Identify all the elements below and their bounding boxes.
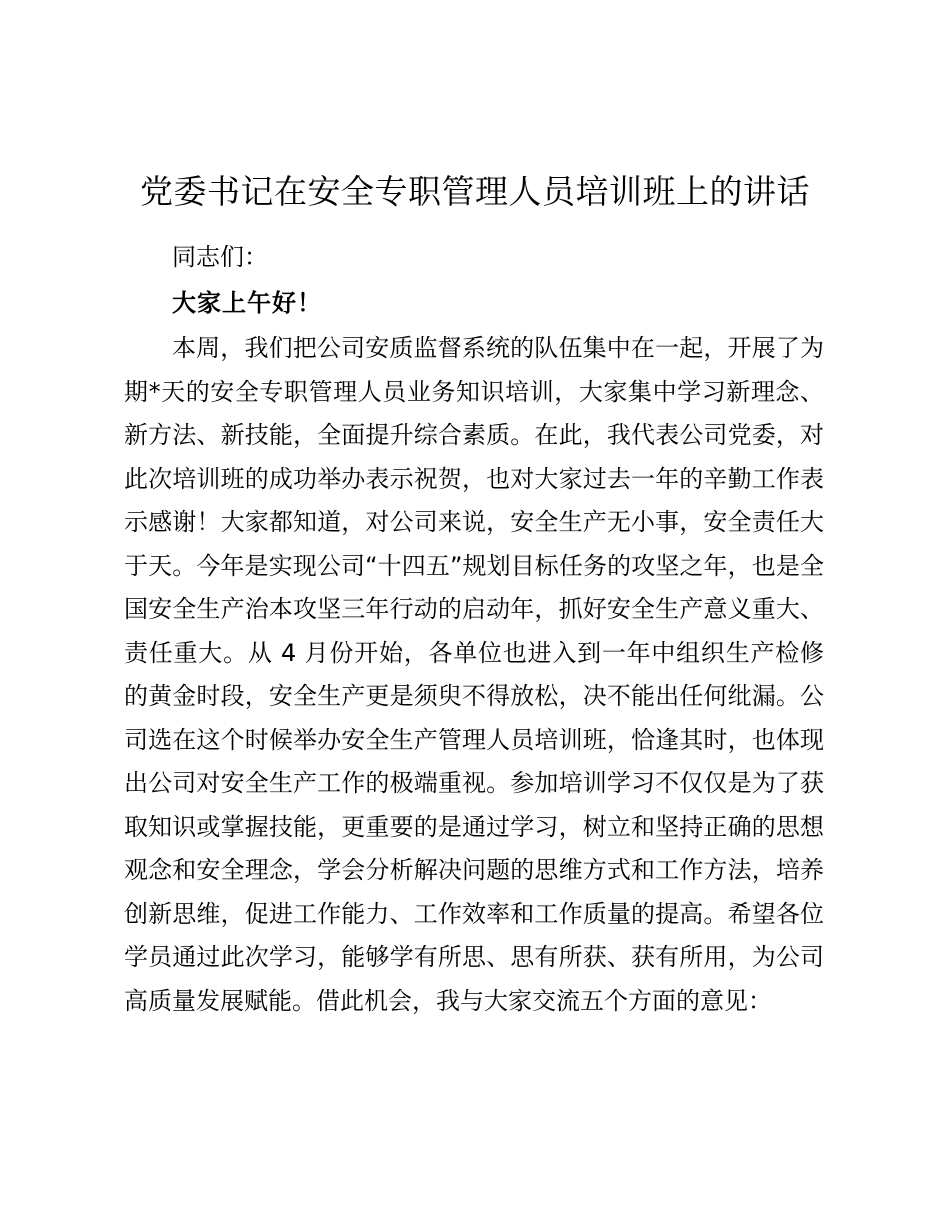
salutation: 同志们： <box>172 243 268 271</box>
document-body <box>124 236 824 1023</box>
document-title: 党委书记在安全专职管理人员培训班上的讲话 <box>140 172 810 211</box>
body-paragraph: 本周，我们把公司安质监督系统的队伍集中在一起，开展了为期*天的安全专职管理人员业务知识培训，大家集中学习新理念、新方法、新技能，全面提升综合素质。在此，我代表公司党委，对此次培训班的成功举办表示祝贺，也对大家过去一年的辛勤工作表示感谢！大家都知道，对公司来说，安全生产无小事，安全责任大于天。今年是实现公司“十四五”规划目标任务的攻坚之年，也是全国安全生产治本攻坚三年行动的启动年，抓好安全生产意义重大、责任重大。从 4 月份开始，各单位也进入到一年中组织生产检修的黄金时段，安全生产更是须臾不得放松，决不能出任何纰漏。公司选在这个时候举办安全生产管理人员培训班，恰逢其时，也体现出公司对安全生产工作的极端重视。参加培训学习不仅仅是为了获取知识或掌握技能，更重要的是通过学习，树立和坚持正确的思想观念和安全理念，学会分析解决问题的思维方式和工作方法，培养创新思维，促进工作能力、工作效率和工作质量的提高。希望各位学员通过此次学习，能够学有所思、思有所获、获有所用，为公司高质量发展赋能。借此机会，我与大家交流五个方面的意见： <box>124 334 824 1015</box>
greeting: 大家上午好！ <box>172 288 322 317</box>
